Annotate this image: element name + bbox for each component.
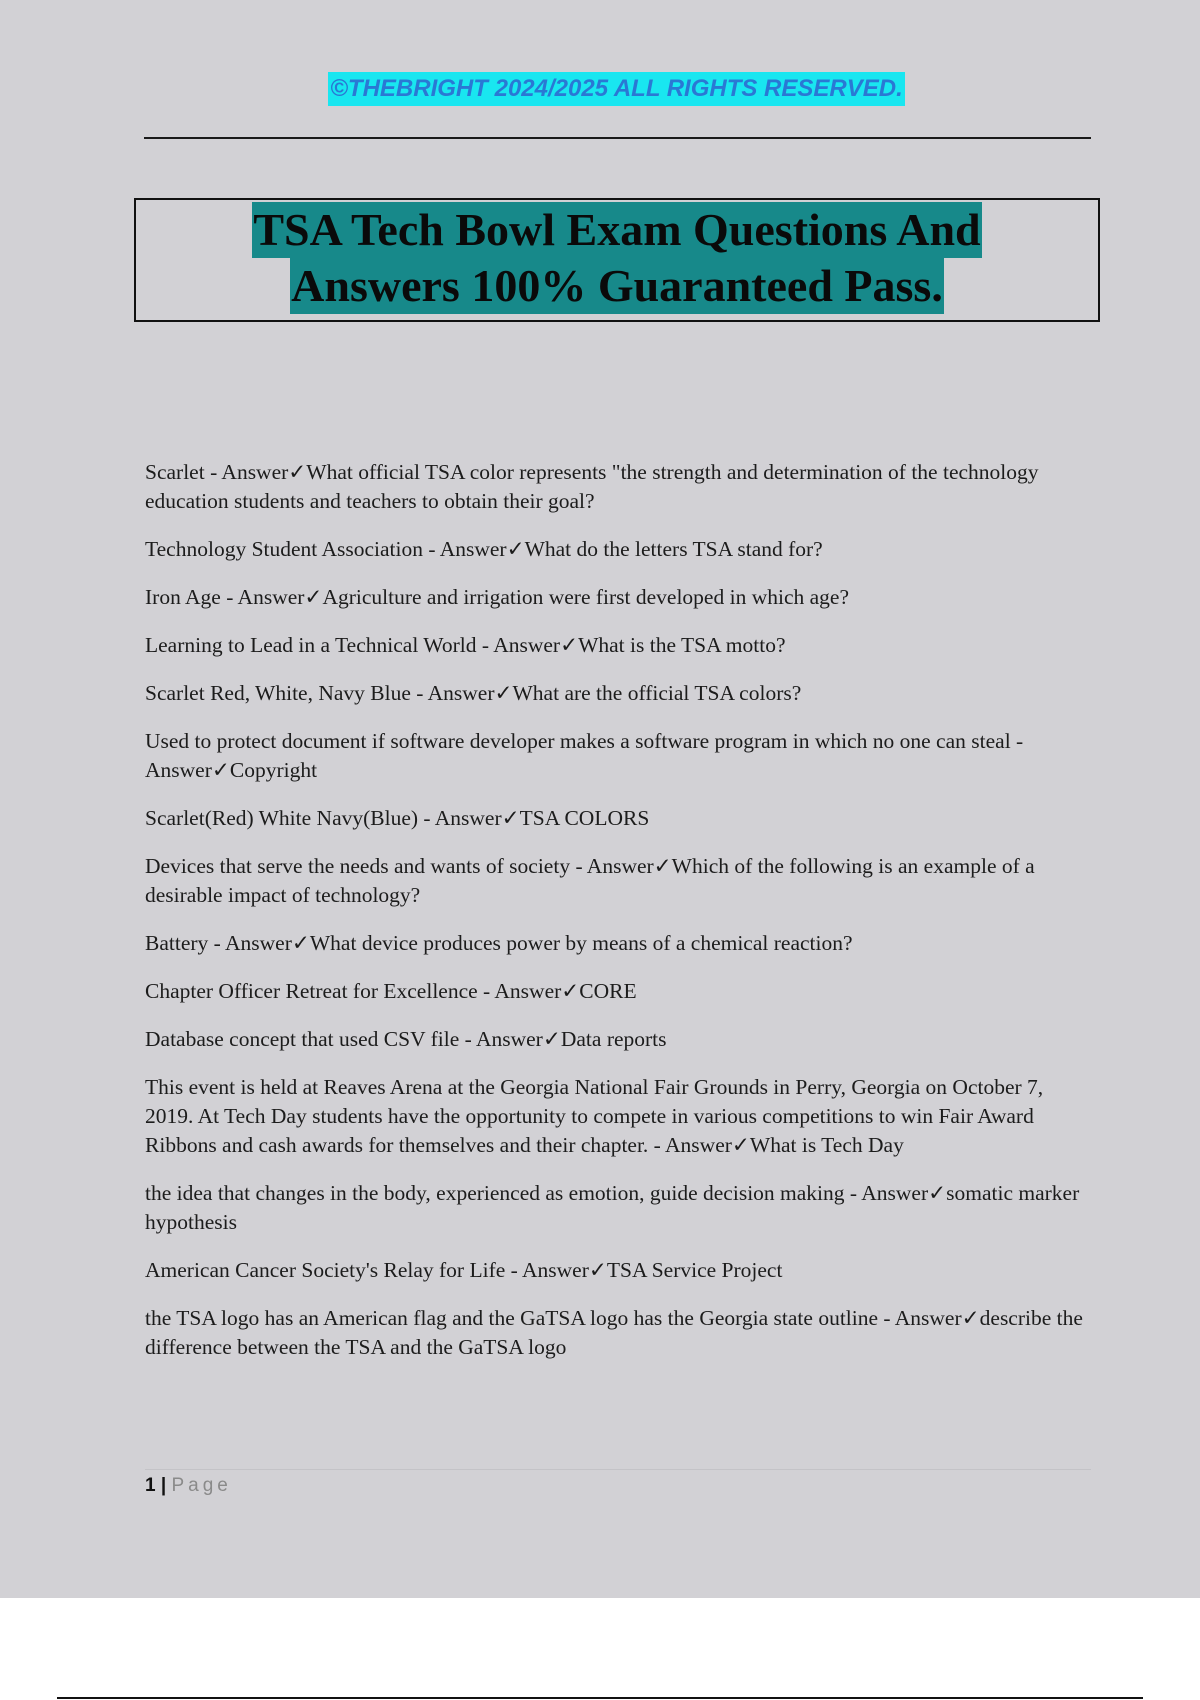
footer-separator: | bbox=[160, 1475, 167, 1496]
qa-item: Battery - Answer✓What device produces power by means of a chemical reaction? bbox=[145, 931, 853, 955]
qa-item: Chapter Officer Retreat for Excellence - Answer✓CORE bbox=[145, 979, 637, 1003]
page-number: 1 bbox=[145, 1475, 156, 1496]
footer-divider bbox=[145, 1469, 1091, 1470]
qa-item: Technology Student Association - Answer✓What do the letters TSA stand for? bbox=[145, 537, 823, 561]
page-header bbox=[0, 72, 1200, 106]
qa-item: Database concept that used CSV file - Answer✓Data reports bbox=[145, 1027, 667, 1051]
next-page-rule bbox=[57, 1697, 1143, 1699]
qa-item: Iron Age - Answer✓Agriculture and irrigation were first developed in which age? bbox=[145, 585, 849, 609]
qa-item: Learning to Lead in a Technical World - Answer✓What is the TSA motto? bbox=[145, 633, 786, 657]
qa-item: American Cancer Society's Relay for Life - Answer✓TSA Service Project bbox=[145, 1258, 783, 1282]
qa-list bbox=[145, 458, 1095, 1381]
qa-item: the TSA logo has an American flag and the GaTSA logo has the Georgia state outline - Answer✓describe the difference between the TSA and the GaTSA logo bbox=[145, 1306, 1083, 1359]
copyright-header: ©THEBRIGHT 2024/2025 ALL RIGHTS RESERVED. bbox=[328, 72, 905, 106]
qa-item: Used to protect document if software developer makes a software program in which no one can steal - Answer✓Copyright bbox=[145, 729, 1024, 782]
title-box bbox=[134, 198, 1100, 322]
page-footer bbox=[145, 1473, 232, 1499]
qa-item: the idea that changes in the body, experienced as emotion, guide decision making - Answer✓somatic marker hypothesis bbox=[145, 1181, 1080, 1234]
qa-item: This event is held at Reaves Arena at the Georgia National Fair Grounds in Perry, Georgia on October 7, 2019. At Tech Day students have the opportunity to compete in various competitions to win Fair Award Ribbons and cash awards for themselves and their chapter. - Answer✓What is Tech Day bbox=[145, 1075, 1044, 1157]
header-divider bbox=[144, 137, 1091, 139]
qa-item: Scarlet - Answer✓What official TSA color represents "the strength and determination of the technology education students and teachers to obtain their goal? bbox=[145, 460, 1039, 513]
qa-item: Devices that serve the needs and wants of society - Answer✓Which of the following is an example of a desirable impact of technology? bbox=[145, 854, 1035, 907]
qa-item: Scarlet(Red) White Navy(Blue) - Answer✓TSA COLORS bbox=[145, 806, 650, 830]
qa-item: Scarlet Red, White, Navy Blue - Answer✓What are the official TSA colors? bbox=[145, 681, 802, 705]
page-label: Page bbox=[171, 1475, 232, 1496]
title-line-1: TSA Tech Bowl Exam Questions And bbox=[252, 202, 981, 258]
title-line-2: Answers 100% Guaranteed Pass. bbox=[290, 258, 944, 314]
